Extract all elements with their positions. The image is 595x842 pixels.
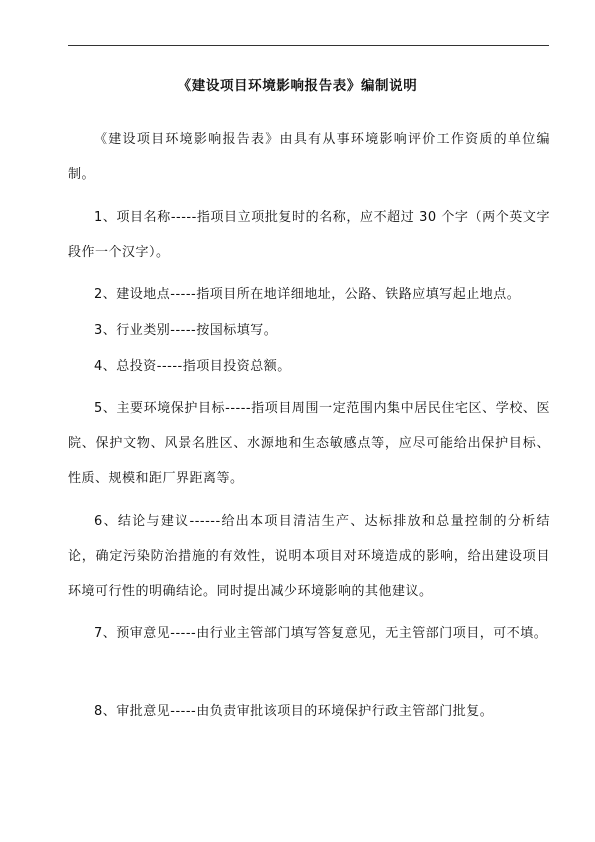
paragraph-item-1: 1、项目名称-----指项目立项批复时的名称，应不超过 30 个字（两个英文字段作一个汉字）。 xyxy=(68,210,550,260)
paragraph-item-4: 4、总投资-----指项目投资总额。 xyxy=(94,359,291,374)
paragraph-item-8: 8、审批意见-----由负责审批该项目的环境保护行政主管部门批复。 xyxy=(94,704,494,719)
paragraph-item-7: 7、预审意见-----由行业主管部门填写答复意见，无主管部门项目，可不填。 xyxy=(94,626,548,641)
paragraph-item-5: 5、主要环境保护目标-----指项目周围一定范围内集中居民住宅区、学校、医院、保护文物、风景名胜区、水源地和生态敏感点等，应尽可能给出保护目标、性质、规模和距厂界距离等。 xyxy=(68,401,550,486)
header-rule xyxy=(68,45,549,46)
paragraph-intro: 《建设项目环境影响报告表》由具有从事环境影响评价工作资质的单位编制。 xyxy=(68,132,550,182)
paragraph-item-3: 3、行业类别-----按国标填写。 xyxy=(94,323,278,338)
paragraph-item-2: 2、建设地点-----指项目所在地详细地址，公路、铁路应填写起止地点。 xyxy=(94,287,521,302)
document-title: 《建设项目环境影响报告表》编制说明 xyxy=(177,78,418,94)
paragraph-item-6: 6、结论与建议------给出本项目清洁生产、达标排放和总量控制的分析结论，确定污染防治措施的有效性，说明本项目对环境造成的影响，给出建设项目环境可行性的明确结论。同时提出减少环境影响的其他建议。 xyxy=(68,514,550,599)
